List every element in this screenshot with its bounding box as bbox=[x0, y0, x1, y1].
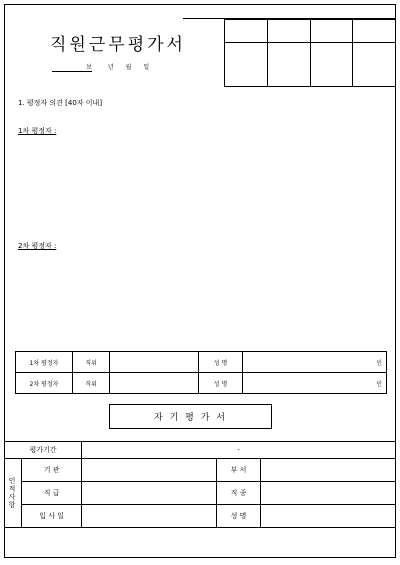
table-row bbox=[16, 373, 387, 394]
approval-cell[interactable] bbox=[353, 43, 396, 87]
approval-cell[interactable] bbox=[267, 20, 310, 43]
approval-cell[interactable] bbox=[310, 43, 353, 87]
period-label: 평가기간 bbox=[5, 442, 82, 459]
table-row bbox=[5, 505, 396, 528]
period-value[interactable]: - bbox=[82, 442, 396, 459]
personnel-right-value[interactable] bbox=[261, 505, 396, 528]
eval-rank-label: 직위 bbox=[73, 373, 110, 394]
date-line bbox=[52, 62, 172, 72]
approval-cell[interactable] bbox=[310, 20, 353, 43]
eval-seal[interactable]: 인 bbox=[243, 352, 387, 373]
personnel-right-label: 성 명 bbox=[217, 505, 261, 528]
personnel-table bbox=[4, 441, 396, 528]
page-title: 직원근무평가서 bbox=[50, 35, 186, 55]
self-evaluation-button[interactable]: 자 기 평 가 서 bbox=[109, 404, 272, 429]
eval-name-label: 성 명 bbox=[199, 373, 243, 394]
approval-cell[interactable] bbox=[225, 43, 268, 87]
eval-label: 2차 평정자 bbox=[16, 373, 73, 394]
personnel-left-label: 기 관 bbox=[22, 459, 82, 482]
eval-name-label: 성 명 bbox=[199, 352, 243, 373]
personnel-right-label: 부 서 bbox=[217, 459, 261, 482]
eval-rank-value[interactable] bbox=[110, 373, 199, 394]
date-prefix-mark: 보 bbox=[52, 62, 92, 72]
approval-cell[interactable] bbox=[225, 20, 268, 43]
table-row bbox=[5, 482, 396, 505]
eval-rank-label: 직위 bbox=[73, 352, 110, 373]
personnel-left-label: 입 사 일 bbox=[22, 505, 82, 528]
date-year: 년 bbox=[107, 64, 114, 71]
personnel-right-label: 직 종 bbox=[217, 482, 261, 505]
opinion-header: 1. 평정자 의견 [40자 이내] bbox=[18, 99, 103, 107]
evaluator-table bbox=[15, 351, 387, 394]
personnel-left-label: 직 급 bbox=[22, 482, 82, 505]
approval-cell[interactable] bbox=[353, 20, 396, 43]
personnel-left-value[interactable] bbox=[82, 459, 217, 482]
personnel-right-value[interactable] bbox=[261, 482, 396, 505]
eval-seal[interactable]: 인 bbox=[243, 373, 387, 394]
table-row bbox=[5, 459, 396, 482]
date-day: 일 bbox=[143, 64, 150, 71]
personnel-left-value[interactable] bbox=[82, 505, 217, 528]
date-month: 월 bbox=[125, 64, 132, 71]
eval-label: 1차 평정자 bbox=[16, 352, 73, 373]
approval-box bbox=[183, 18, 396, 87]
table-row bbox=[5, 442, 396, 459]
personnel-right-value[interactable] bbox=[261, 459, 396, 482]
approval-table bbox=[224, 19, 396, 87]
personnel-left-value[interactable] bbox=[82, 482, 217, 505]
personnel-side-label: 인적사항 bbox=[5, 459, 22, 528]
eval-rank-value[interactable] bbox=[110, 352, 199, 373]
evaluator1-label: 1차 평정자 : bbox=[18, 127, 57, 135]
evaluator2-label: 2차 평정자 : bbox=[18, 242, 57, 250]
approval-cell[interactable] bbox=[267, 43, 310, 87]
table-row bbox=[16, 352, 387, 373]
